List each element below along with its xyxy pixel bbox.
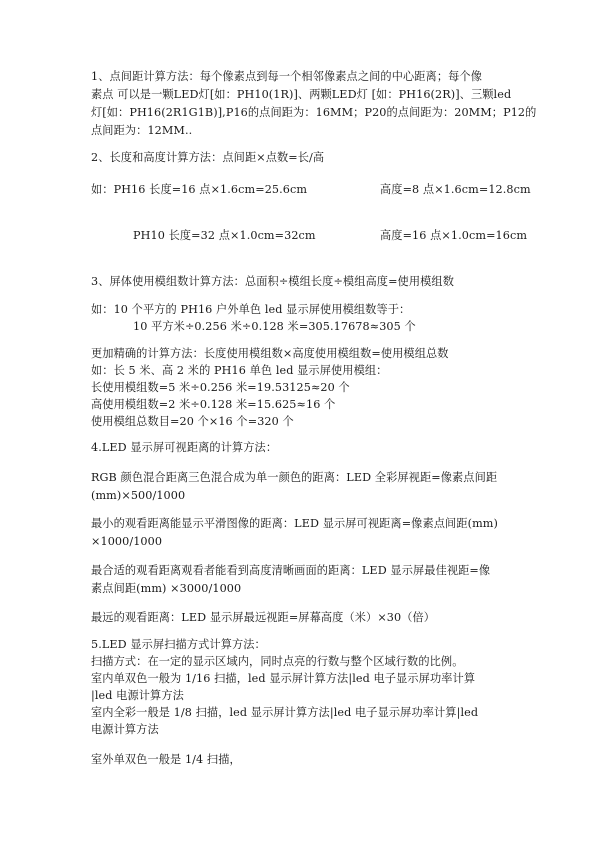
s4-farthest: 最远的观看距离：LED 显示屏最远视距=屏幕高度（米）×30（倍）	[91, 611, 436, 624]
s4-best-line-2: 素点间距(mm) ×3000/1000	[91, 582, 242, 595]
s3-precise-method: 更加精确的计算方法：长度使用模组数×高度使用模组数=使用模组总数	[91, 347, 449, 360]
s4-min-line-2: ×1000/1000	[91, 535, 163, 548]
s5-indoor-mono-line-2: |led 电源计算方法	[91, 689, 184, 702]
s5-indoor-mono-line-1: 室内单双色一般为 1/16 扫描，led 显示屏计算方法|led 电子显示屏功率计算	[91, 672, 476, 685]
s4-best-line-1: 最合适的观看距离观看者能看到高度清晰画面的距离：LED 显示屏最佳视距=像	[91, 564, 491, 577]
s1-line-4: 点间距为：12MM..	[91, 124, 193, 137]
s5-outdoor-mono: 室外单双色一般是 1/4 扫描，	[91, 753, 241, 766]
s2-example-1-height: 高度=8 点×1.6cm=12.8cm	[380, 183, 531, 196]
s3-length-modules: 长使用模组数=5 米÷0.256 米=19.53125≈20 个	[91, 381, 350, 394]
s5-indoor-full-line-2: 电源计算方法	[91, 723, 159, 736]
s2-example-1-length: 如：PH16 长度=16 点×1.6cm=25.6cm	[91, 183, 308, 196]
s5-scan-definition: 扫描方式：在一定的显示区域内，同时点亮的行数与整个区域行数的比例。	[91, 655, 464, 668]
s3-height-modules: 高使用模组数=2 米÷0.128 米=15.625≈16 个	[91, 398, 336, 411]
s4-rgb-line-1: RGB 颜色混合距离三色混合成为单一颜色的距离：LED 全彩屏视距=像素点间距	[91, 471, 498, 484]
s3-total-modules: 使用模组总数目=20 个×16 个=320 个	[91, 415, 294, 428]
s2-example-2-length: PH10 长度=32 点×1.0cm=32cm	[133, 229, 316, 242]
s4-min-line-1: 最小的观看距离能显示平滑图像的距离：LED 显示屏可视距离=像素点间距(mm)	[91, 517, 498, 530]
s3-heading: 3、屏体使用模组数计算方法：总面积÷模组长度÷模组高度=使用模组数	[91, 275, 454, 288]
s2-example-2-height: 高度=16 点×1.0cm=16cm	[380, 229, 528, 242]
s5-heading: 5.LED 显示屏扫描方式计算方法：	[91, 638, 266, 651]
s4-rgb-line-2: (mm)×500/1000	[91, 489, 186, 502]
s1-line-2: 素点 可以是一颗LED灯[如：PH10(1R)]、两颗LED灯 [如：PH16(2R)]、三颗led	[91, 88, 512, 101]
s4-heading: 4.LED 显示屏可视距离的计算方法：	[91, 441, 278, 454]
s3-example-intro: 如：10 个平方的 PH16 户外单色 led 显示屏使用模组数等于：	[91, 303, 411, 316]
s1-line-1: 1、点间距计算方法：每个像素点到每一个相邻像素点之间的中心距离；每个像	[91, 70, 482, 83]
s3-example-calc: 10 平方米÷0.256 米÷0.128 米=305.17678≈305 个	[133, 320, 416, 333]
s3-precise-example: 如：长 5 米、高 2 米的 PH16 单色 led 显示屏使用模组：	[91, 364, 388, 377]
s1-line-3: 灯[如：PH16(2R1G1B)],P16的点间距为：16MM；P20的点间距为：20MM；P12的	[91, 106, 537, 119]
s2-heading: 2、长度和高度计算方法：点间距×点数=长/高	[91, 151, 325, 164]
s5-indoor-full-line-1: 室内全彩一般是 1/8 扫描，led 显示屏计算方法|led 电子显示屏功率计算|led	[91, 706, 479, 719]
